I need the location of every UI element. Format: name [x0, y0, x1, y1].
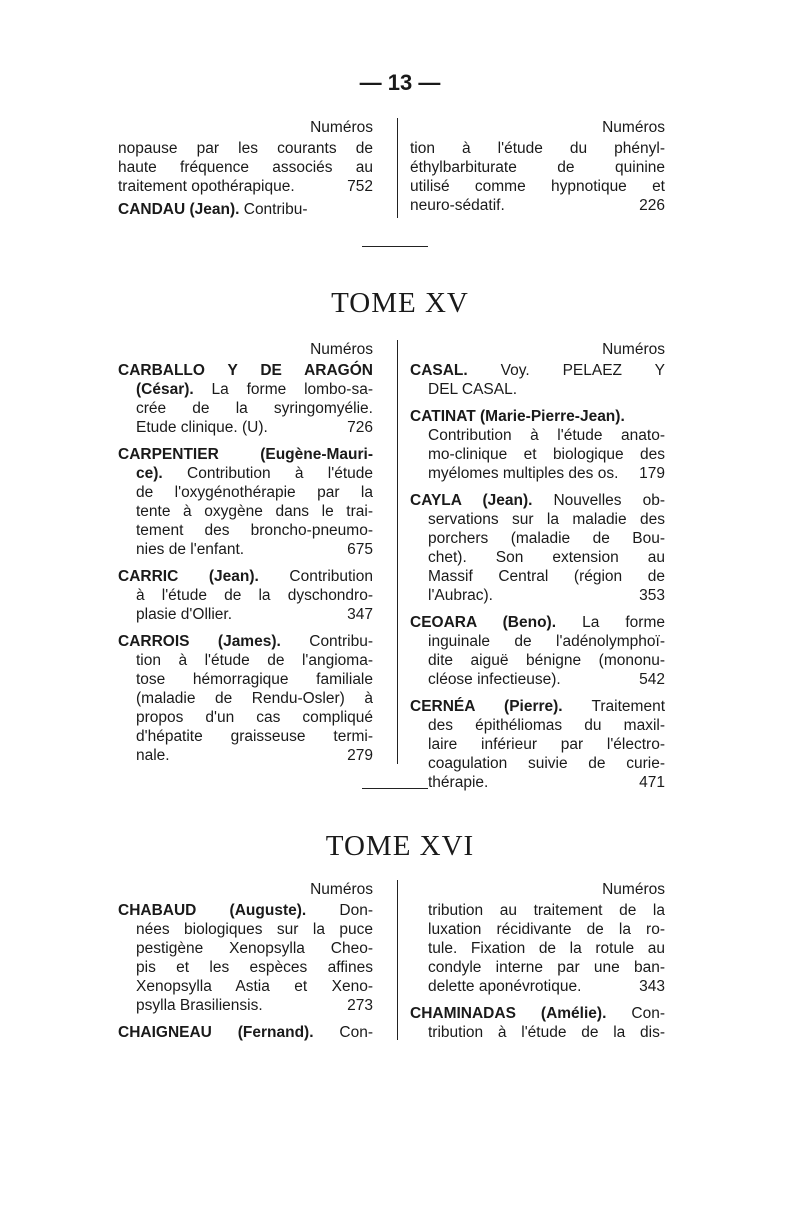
author-name: CARRIC (Jean).	[118, 568, 259, 585]
entry-line: nies de l'enfant. 675	[136, 541, 373, 558]
separator-rule	[362, 788, 428, 789]
numeros-header: Numéros	[602, 881, 665, 898]
entry-number: 343	[639, 978, 665, 995]
index-entry	[410, 697, 665, 792]
entry-line: traitement opothérapique. 752	[118, 178, 373, 195]
entry-line: ce). Contribution à l'étude	[136, 465, 373, 482]
entry-line: neuro-sédatif. 226	[410, 197, 665, 214]
entry-number: 471	[639, 774, 665, 791]
entry-line: crée de la syringomyélie.	[136, 400, 373, 417]
entry-line: (maladie de Rendu-Osler) à	[136, 690, 373, 707]
right-column	[410, 340, 665, 800]
author-name: CARPENTIER (Eugène-Mauri-	[118, 446, 373, 463]
entry-line: CEOARA (Beno). La forme	[410, 614, 665, 631]
entry-line: nale. 279	[136, 747, 373, 764]
index-entry	[118, 361, 373, 437]
index-entry	[118, 1023, 373, 1042]
entry-line: à l'étude de la dyschondro-	[136, 587, 373, 604]
numeros-header: Numéros	[310, 119, 373, 136]
entry-line: CAYLA (Jean). Nouvelles ob-	[410, 492, 666, 509]
author-name: CHAMINADAS (Amélie).	[410, 1005, 607, 1022]
numeros-header: Numéros	[602, 119, 665, 136]
entry-line: servations sur la maladie des	[428, 511, 665, 528]
entry-line: tente à oxygène dans le trai-	[136, 503, 373, 520]
author-name: CHAIGNEAU (Fernand).	[118, 1024, 314, 1041]
right-column	[410, 880, 665, 1050]
index-entry	[118, 632, 373, 765]
entry-line: pis et les espèces affines	[136, 959, 373, 976]
entry-line: éthylbarbiturate de quinine	[410, 159, 665, 176]
entry-line: haute fréquence associés au	[118, 159, 373, 176]
entry-line: laire inférieur par l'électro-	[428, 736, 665, 753]
entry-line: myélomes multiples des os. 179	[428, 465, 665, 482]
index-entry	[410, 1004, 665, 1042]
tome-xv-section	[118, 340, 680, 791]
entry-number: 675	[347, 541, 373, 558]
author-name: CARBALLO Y DE ARAGÓN	[118, 362, 373, 379]
top-section	[118, 118, 680, 218]
entry-line: Etude clinique. (U). 726	[136, 419, 373, 436]
entry-line: cléose infectieuse). 542	[428, 671, 665, 688]
numeros-header: Numéros	[602, 341, 665, 358]
author-name: CAYLA (Jean).	[410, 492, 533, 509]
entry-line: CHAIGNEAU (Fernand). Con-	[118, 1024, 373, 1041]
separator-rule	[362, 246, 428, 247]
entry-line: nées biologiques sur la puce	[136, 921, 373, 938]
entry-line: condyle interne par une ban-	[428, 959, 665, 976]
entry-line: luxation récidivante de la ro-	[428, 921, 665, 938]
left-column	[118, 118, 373, 227]
index-entry: CANDAU (Jean). Contribu-	[118, 201, 308, 218]
entry-line: CARRIC (Jean). Contribution	[118, 568, 373, 585]
author-name: CASAL.	[410, 362, 468, 379]
column-divider	[397, 880, 398, 1040]
entry-line: CASAL. Voy. PELAEZ Y	[410, 362, 665, 379]
entry-line: dite aiguë bénigne (mononu-	[428, 652, 665, 669]
index-entry	[410, 901, 665, 996]
entry-line: plasie d'Ollier. 347	[136, 606, 373, 623]
author-name: CEOARA (Beno).	[410, 614, 557, 631]
entry-line: tion à l'étude de l'angioma-	[136, 652, 373, 669]
tome-xvi-section	[118, 880, 680, 1040]
entry-number: 542	[639, 671, 665, 688]
entry-number: 353	[639, 587, 665, 604]
index-entry	[410, 407, 665, 483]
entry-line: CARROIS (James). Contribu-	[118, 633, 373, 650]
index-entry	[118, 445, 373, 559]
column-divider	[397, 118, 398, 218]
column-divider	[397, 340, 398, 764]
entry-line: chet). Son extension au	[428, 549, 665, 566]
entry-line: DEL CASAL.	[428, 381, 518, 398]
author-name: CATINAT (Marie-Pierre-Jean).	[410, 408, 625, 425]
entry-line: thérapie. 471	[428, 774, 665, 791]
index-entry	[410, 491, 665, 605]
entry-number: 226	[639, 197, 665, 214]
entry-number: 273	[347, 997, 373, 1014]
entry-line: tribution à l'étude de la dis-	[428, 1024, 665, 1041]
page-number: — 13 —	[359, 70, 441, 95]
tome-xvi-title: TOME XVI	[325, 830, 475, 862]
entry-line: tule. Fixation de la rotule au	[428, 940, 665, 957]
entry-line: propos d'un cas compliqué	[136, 709, 373, 726]
entry-line: Xenopsylla Astia et Xeno-	[136, 978, 373, 995]
index-entry	[118, 139, 373, 196]
right-column	[410, 118, 665, 223]
entry-number: 726	[347, 419, 373, 436]
entry-number: 279	[347, 747, 373, 764]
index-entry	[410, 361, 665, 399]
entry-line: des épithéliomas du maxil-	[428, 717, 665, 734]
entry-line: CHAMINADAS (Amélie). Con-	[410, 1005, 665, 1022]
entry-line: utilisé comme hypnotique et	[410, 178, 665, 195]
index-entry	[118, 567, 373, 624]
left-column	[118, 880, 373, 1050]
author-name: CERNÉA (Pierre).	[410, 698, 563, 715]
entry-line: Contribution à l'étude anato-	[428, 427, 665, 444]
entry-line: tement des broncho-pneumo-	[136, 522, 373, 539]
index-entry	[410, 139, 665, 215]
index-entry	[410, 613, 665, 689]
entry-line: d'hépatite graisseuse termi-	[136, 728, 373, 745]
entry-line: Massif Central (région de	[428, 568, 665, 585]
entry-number: 347	[347, 606, 373, 623]
author-name: CARROIS (James).	[118, 633, 281, 650]
tome-xv-title: TOME XV	[331, 287, 469, 319]
author-name: CHABAUD (Auguste).	[118, 902, 307, 919]
entry-line: tribution au traitement de la	[428, 902, 665, 919]
numeros-header: Numéros	[310, 341, 373, 358]
entry-line: tion à l'étude du phényl-	[410, 140, 665, 157]
entry-line: psylla Brasiliensis. 273	[136, 997, 373, 1014]
entry-line: (César). La forme lombo-sa-	[136, 381, 373, 398]
entry-line: CERNÉA (Pierre). Traitement	[410, 698, 666, 715]
entry-line: delette aponévrotique. 343	[428, 978, 665, 995]
entry-line: inguinale de l'adénolymphoï-	[428, 633, 665, 650]
numeros-header: Numéros	[310, 881, 373, 898]
author-name: CANDAU (Jean).	[118, 201, 240, 218]
entry-line: l'Aubrac). 353	[428, 587, 665, 604]
entry-line: porchers (maladie de Bou-	[428, 530, 665, 547]
entry-line: CHABAUD (Auguste). Don-	[118, 902, 374, 919]
entry-line: nopause par les courants de	[118, 140, 373, 157]
entry-line: mo-clinique et biologique des	[428, 446, 665, 463]
entry-line: coagulation suivie de curie-	[428, 755, 665, 772]
entry-number: 179	[639, 465, 665, 482]
entry-line: tose hémorragique familiale	[136, 671, 373, 688]
entry-line: de l'oxygénothérapie par la	[136, 484, 373, 501]
index-entry	[118, 901, 373, 1015]
left-column	[118, 340, 373, 773]
entry-number: 752	[347, 178, 373, 195]
entry-line: pestigène Xenopsylla Cheo-	[136, 940, 373, 957]
